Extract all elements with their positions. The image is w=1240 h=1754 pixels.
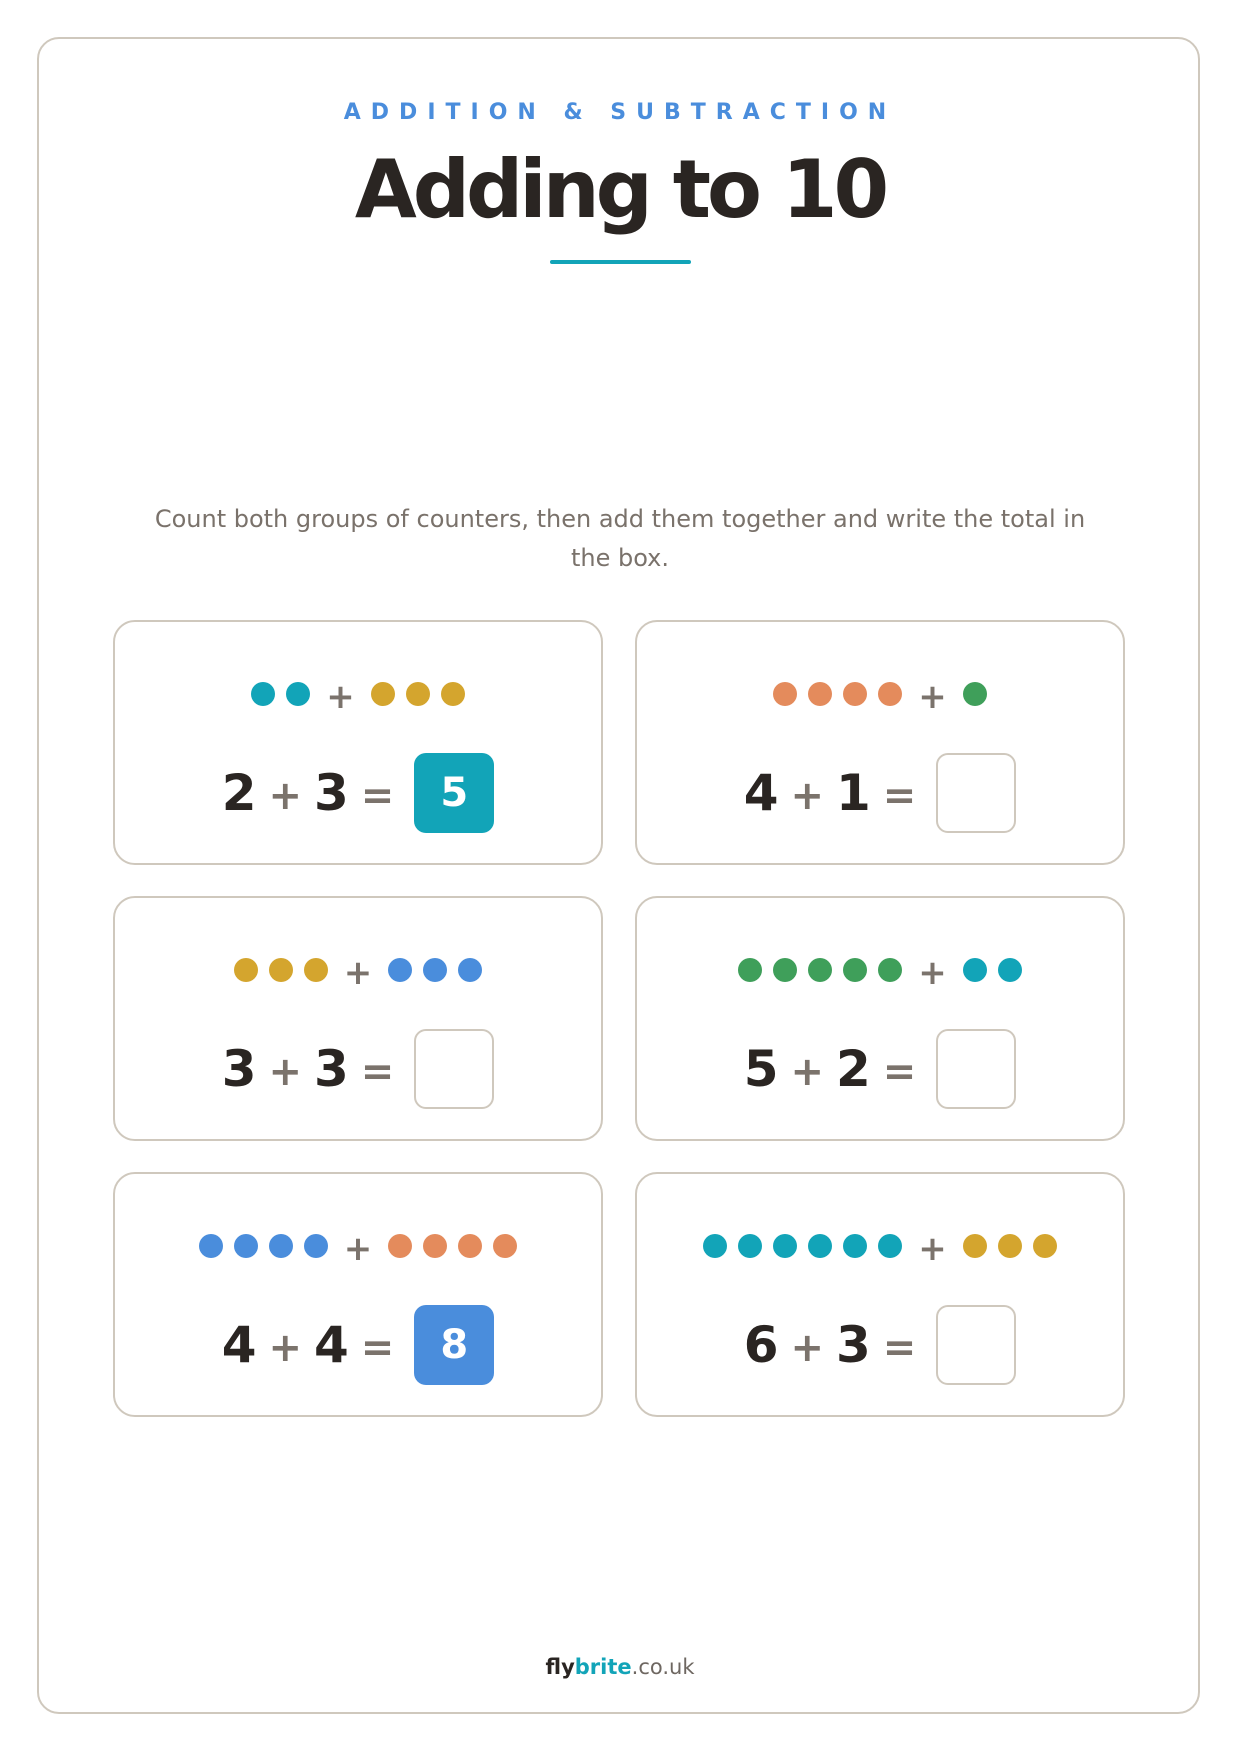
counter-dot bbox=[199, 1234, 223, 1258]
problem-card bbox=[113, 620, 603, 865]
addend-b: 3 bbox=[314, 764, 349, 822]
counter-dot bbox=[304, 1234, 328, 1258]
counter-dot bbox=[878, 682, 902, 706]
problem-card bbox=[635, 620, 1125, 865]
equals-sign: = bbox=[882, 1049, 917, 1095]
addend-a: 6 bbox=[743, 1316, 779, 1374]
page-title: Adding to 10 bbox=[354, 143, 886, 236]
counter-dot bbox=[388, 958, 412, 982]
counter-dot bbox=[1033, 1234, 1057, 1258]
counter-dot bbox=[269, 1234, 293, 1258]
counter-plus-sign: + bbox=[326, 677, 355, 717]
equation-row bbox=[115, 1303, 601, 1387]
addend-b: 4 bbox=[314, 1316, 349, 1374]
addend-b: 3 bbox=[836, 1316, 871, 1374]
addend-b: 2 bbox=[836, 1040, 871, 1098]
brand-domain: .co.uk bbox=[631, 1655, 695, 1679]
brand-brite: brite bbox=[574, 1655, 632, 1679]
brand-fly: fly bbox=[545, 1655, 575, 1679]
addend-a: 3 bbox=[221, 1040, 257, 1098]
counter-group bbox=[251, 682, 310, 706]
plus-sign: + bbox=[790, 773, 824, 819]
counters-row bbox=[637, 1228, 1123, 1269]
equals-sign: = bbox=[360, 1325, 395, 1371]
title-underline bbox=[550, 260, 691, 264]
answer-box[interactable] bbox=[936, 753, 1016, 833]
counter-plus-sign: + bbox=[343, 1229, 373, 1269]
plus-sign: + bbox=[268, 1325, 302, 1371]
counter-dot bbox=[269, 958, 293, 982]
counter-dot bbox=[493, 1234, 517, 1258]
counter-group bbox=[199, 1234, 328, 1258]
equation-row bbox=[637, 1027, 1123, 1111]
equals-sign: = bbox=[360, 1049, 395, 1095]
counter-group bbox=[703, 1234, 902, 1258]
counter-group bbox=[773, 682, 902, 706]
counter-dot bbox=[808, 1234, 832, 1258]
equals-sign: = bbox=[882, 773, 917, 819]
answer-box[interactable] bbox=[936, 1029, 1016, 1109]
counters-row bbox=[637, 676, 1123, 717]
answer-box[interactable] bbox=[414, 1029, 494, 1109]
equation-row bbox=[115, 751, 601, 835]
counter-plus-sign: + bbox=[918, 1229, 947, 1269]
equation-row bbox=[115, 1027, 601, 1111]
problem-card bbox=[635, 1172, 1125, 1417]
counter-dot bbox=[304, 958, 328, 982]
counter-group bbox=[963, 682, 987, 706]
counter-dot bbox=[998, 958, 1022, 982]
addend-a: 2 bbox=[221, 764, 257, 822]
counter-group bbox=[371, 682, 465, 706]
counter-group bbox=[738, 958, 902, 982]
answer-box[interactable]: 8 bbox=[414, 1305, 494, 1385]
topic-eyebrow: ADDITION & SUBTRACTION bbox=[343, 100, 897, 125]
counter-group bbox=[388, 958, 482, 982]
counter-dot bbox=[773, 682, 797, 706]
addend-a: 4 bbox=[221, 1316, 257, 1374]
equation-row bbox=[637, 751, 1123, 835]
counter-dot bbox=[458, 1234, 482, 1258]
counter-dot bbox=[251, 682, 275, 706]
counter-dot bbox=[773, 1234, 797, 1258]
equation-row bbox=[637, 1303, 1123, 1387]
counter-group bbox=[234, 958, 328, 982]
addend-a: 4 bbox=[743, 764, 779, 822]
counter-dot bbox=[808, 958, 832, 982]
instructions-text: Count both groups of counters, then add them together and write the total in the box. bbox=[154, 505, 1086, 572]
answer-box[interactable]: 5 bbox=[414, 753, 494, 833]
counter-group bbox=[963, 1234, 1057, 1258]
counter-dot bbox=[843, 682, 867, 706]
equals-sign: = bbox=[882, 1325, 917, 1371]
counter-dot bbox=[388, 1234, 412, 1258]
counter-dot bbox=[878, 958, 902, 982]
counters-row bbox=[115, 952, 601, 993]
worksheet-page bbox=[37, 37, 1200, 1714]
counter-dot bbox=[843, 1234, 867, 1258]
counters-row bbox=[115, 1228, 601, 1269]
addend-b: 1 bbox=[836, 764, 871, 822]
counter-dot bbox=[423, 958, 447, 982]
counter-dot bbox=[878, 1234, 902, 1258]
counter-plus-sign: + bbox=[343, 953, 373, 993]
problem-card bbox=[635, 896, 1125, 1141]
counter-dot bbox=[963, 1234, 987, 1258]
counter-plus-sign: + bbox=[918, 677, 947, 717]
counter-dot bbox=[441, 682, 465, 706]
counter-group bbox=[388, 1234, 517, 1258]
problem-card bbox=[113, 1172, 603, 1417]
counter-dot bbox=[773, 958, 797, 982]
counter-group bbox=[963, 958, 1022, 982]
problem-card bbox=[113, 896, 603, 1141]
counter-dot bbox=[286, 682, 310, 706]
counter-dot bbox=[738, 1234, 762, 1258]
counter-dot bbox=[808, 682, 832, 706]
counter-dot bbox=[998, 1234, 1022, 1258]
equals-sign: = bbox=[360, 773, 395, 819]
addend-b: 3 bbox=[314, 1040, 349, 1098]
counter-plus-sign: + bbox=[918, 953, 947, 993]
counter-dot bbox=[843, 958, 867, 982]
counter-dot bbox=[963, 682, 987, 706]
counter-dot bbox=[234, 958, 258, 982]
counter-dot bbox=[703, 1234, 727, 1258]
counters-row bbox=[115, 676, 601, 717]
footer-brand bbox=[0, 1655, 1240, 1679]
counter-dot bbox=[371, 682, 395, 706]
counters-row bbox=[637, 952, 1123, 993]
counter-dot bbox=[406, 682, 430, 706]
counter-dot bbox=[423, 1234, 447, 1258]
addend-a: 5 bbox=[743, 1040, 779, 1098]
answer-box[interactable] bbox=[936, 1305, 1016, 1385]
counter-dot bbox=[234, 1234, 258, 1258]
plus-sign: + bbox=[790, 1325, 824, 1371]
plus-sign: + bbox=[268, 773, 302, 819]
plus-sign: + bbox=[268, 1049, 302, 1095]
counter-dot bbox=[963, 958, 987, 982]
counter-dot bbox=[458, 958, 482, 982]
counter-dot bbox=[738, 958, 762, 982]
plus-sign: + bbox=[790, 1049, 824, 1095]
